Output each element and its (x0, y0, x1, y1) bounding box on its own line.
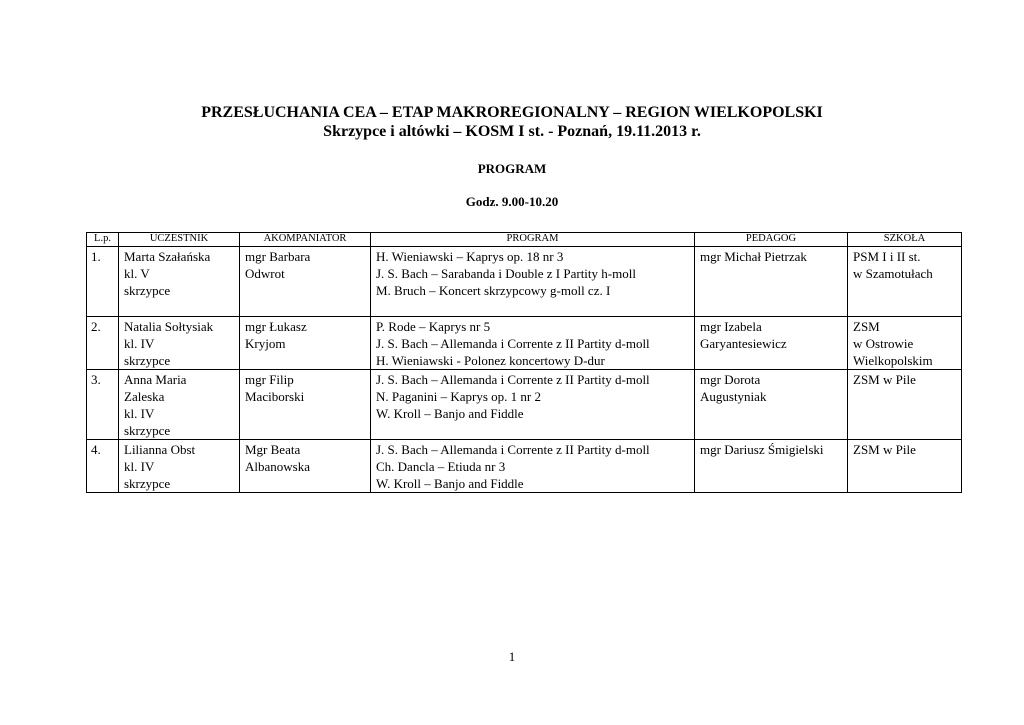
participant-instrument: skrzypce (124, 283, 171, 298)
school-line: ZSM (853, 319, 880, 334)
program-piece: P. Rode – Kaprys nr 5 (376, 319, 491, 334)
participant-name: Anna Maria (124, 372, 187, 387)
lp-value: 3. (91, 372, 101, 387)
cell-szkola (848, 317, 962, 370)
program-piece: J. S. Bach – Sarabanda i Double z I Partity h-moll (376, 266, 636, 281)
participant-instrument: skrzypce (124, 423, 171, 438)
program-piece: J. S. Bach – Allemanda i Corrente z II Partity d-moll (376, 372, 650, 387)
cell-pedagog (695, 370, 848, 440)
cell-program (371, 317, 695, 370)
column-header-pedagog: PEDAGOG (695, 233, 848, 247)
accompanist-line: mgr Filip (245, 372, 294, 387)
cell-lp (87, 440, 119, 493)
participant-name: Natalia Sołtysiak (124, 319, 214, 334)
program-piece: H. Wieniawski – Kaprys op. 18 nr 3 (376, 249, 564, 264)
participant-instrument: skrzypce (124, 353, 171, 368)
school-line: w Ostrowie (853, 336, 914, 351)
participant-instrument: skrzypce (124, 476, 171, 491)
school-line: w Szamotułach (853, 266, 933, 281)
table-header-row (87, 233, 962, 247)
participant-class: kl. IV (124, 406, 155, 421)
cell-akompaniator (240, 317, 371, 370)
cell-program (371, 440, 695, 493)
table-row (87, 370, 962, 440)
participant-class: kl. IV (124, 459, 155, 474)
participant-name: Marta Szałańska (124, 249, 211, 264)
document-subtitle: Skrzypce i altówki – KOSM I st. - Poznań, 19.11.2013 r. (323, 123, 701, 140)
column-header-akompaniator: AKOMPANIATOR (240, 233, 371, 247)
school-line: ZSM w Pile (853, 372, 916, 387)
accompanist-line: Mgr Beata (245, 442, 301, 457)
accompanist-line: mgr Łukasz (245, 319, 307, 334)
lp-value: 4. (91, 442, 101, 457)
accompanist-line: Kryjom (245, 336, 286, 351)
cell-uczestnik (119, 370, 240, 440)
table-row (87, 317, 962, 370)
participant-class: kl. V (124, 266, 150, 281)
accompanist-line: mgr Barbara (245, 249, 311, 264)
cell-szkola (848, 440, 962, 493)
cell-akompaniator (240, 440, 371, 493)
program-piece: J. S. Bach – Allemanda i Corrente z II Partity d-moll (376, 336, 650, 351)
page-number: 1 (508, 649, 516, 664)
teacher-line: mgr Dorota (700, 372, 761, 387)
cell-uczestnik (119, 247, 240, 317)
document-title: PRZESŁUCHANIA CEA – ETAP MAKROREGIONALNY – REGION WIELKOPOLSKI (201, 104, 823, 121)
program-heading: PROGRAM (477, 161, 547, 176)
program-piece: W. Kroll – Banjo and Fiddle (376, 406, 524, 421)
time-heading: Godz. 9.00-10.20 (465, 194, 559, 209)
school-line: ZSM w Pile (853, 442, 916, 457)
cell-pedagog (695, 440, 848, 493)
school-line: PSM I i II st. (853, 249, 921, 264)
program-piece: J. S. Bach – Allemanda i Corrente z II Partity d-moll (376, 442, 650, 457)
teacher-line: mgr Izabela (700, 319, 762, 334)
lp-value: 2. (91, 319, 101, 334)
program-table (86, 232, 962, 493)
column-header-uczestnik: UCZESTNIK (119, 233, 240, 247)
cell-szkola (848, 370, 962, 440)
teacher-line: Garyantesiewicz (700, 336, 787, 351)
program-piece: H. Wieniawski - Polonez koncertowy D-dur (376, 353, 605, 368)
table-row (87, 247, 962, 317)
column-header-lp: L.p. (87, 233, 119, 247)
program-piece: N. Paganini – Kaprys op. 1 nr 2 (376, 389, 542, 404)
cell-lp (87, 247, 119, 317)
cell-lp (87, 317, 119, 370)
cell-akompaniator (240, 370, 371, 440)
cell-szkola (848, 247, 962, 317)
cell-pedagog (695, 247, 848, 317)
accompanist-line: Maciborski (245, 389, 305, 404)
cell-program (371, 370, 695, 440)
table-row (87, 440, 962, 493)
cell-lp (87, 370, 119, 440)
school-line: Wielkopolskim (853, 353, 933, 368)
column-header-szkola: SZKOŁA (848, 233, 962, 247)
lp-value: 1. (91, 249, 101, 264)
program-piece: Ch. Dancla – Etiuda nr 3 (376, 459, 506, 474)
program-piece: M. Bruch – Koncert skrzypcowy g-moll cz. I (376, 283, 611, 298)
cell-uczestnik (119, 317, 240, 370)
teacher-line: mgr Dariusz Śmigielski (700, 442, 824, 457)
participant-class: kl. IV (124, 336, 155, 351)
column-header-program: PROGRAM (371, 233, 695, 247)
teacher-line: Augustyniak (700, 389, 767, 404)
participant-name: Zaleska (124, 389, 165, 404)
teacher-line: mgr Michał Pietrzak (700, 249, 807, 264)
cell-uczestnik (119, 440, 240, 493)
cell-program (371, 247, 695, 317)
accompanist-line: Odwrot (245, 266, 285, 281)
cell-pedagog (695, 317, 848, 370)
participant-name: Lilianna Obst (124, 442, 196, 457)
cell-akompaniator (240, 247, 371, 317)
program-piece: W. Kroll – Banjo and Fiddle (376, 476, 524, 491)
accompanist-line: Albanowska (245, 459, 310, 474)
